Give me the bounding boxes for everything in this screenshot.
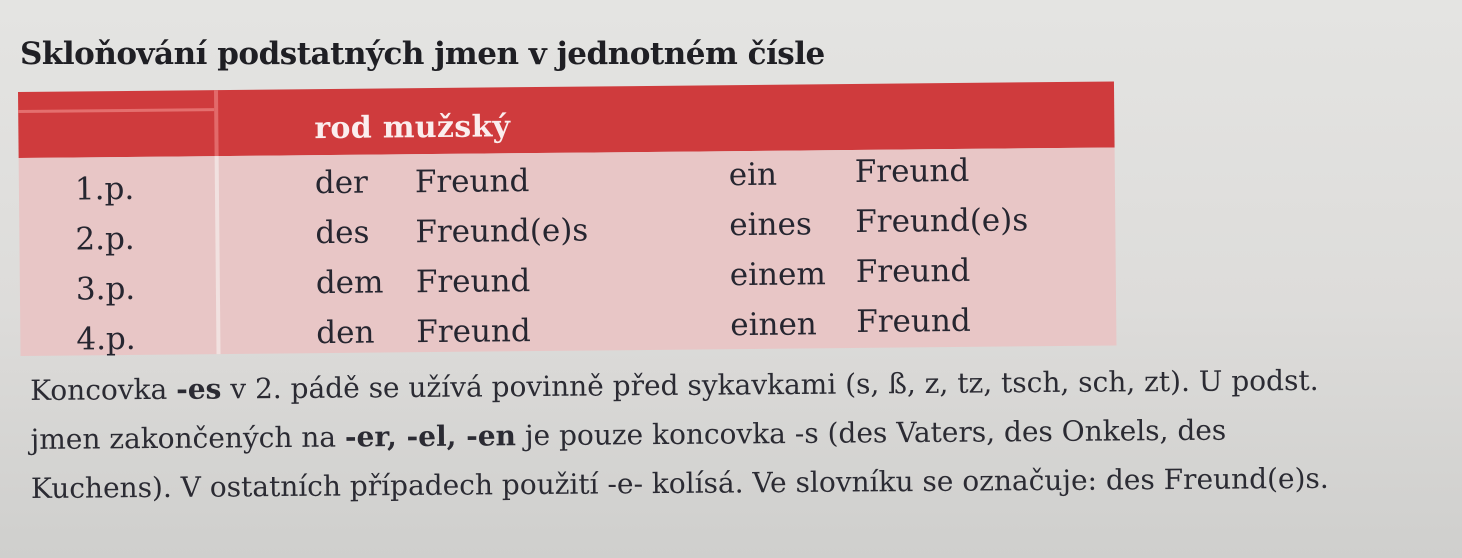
definite-article: den xyxy=(316,314,375,352)
explanation-paragraph xyxy=(30,355,1451,513)
table-row xyxy=(20,247,1116,306)
table-row xyxy=(19,197,1115,256)
ending-highlight: -es xyxy=(176,372,222,406)
definite-noun: Freund(e)s xyxy=(415,212,589,251)
definite-noun: Freund xyxy=(415,263,531,301)
text-run: je pouze koncovka -s (des Vaters, des Onkels, des xyxy=(515,413,1227,453)
definite-article: des xyxy=(315,214,370,252)
indefinite-article: ein xyxy=(728,156,778,194)
ending-highlight: -er, -el, -en xyxy=(344,419,517,454)
text-run: jmen zakončených na xyxy=(30,420,346,456)
definite-noun: Freund xyxy=(416,313,531,351)
indefinite-noun: Freund(e)s xyxy=(855,202,1029,240)
paragraph-line: Kuchens). V ostatních případech použití -e- kolísá. Ve slovníku se označuje: des Freund(e)s. xyxy=(30,461,1329,505)
case-label: 2.p. xyxy=(75,220,135,258)
case-label: 3.p. xyxy=(75,270,136,308)
column-divider xyxy=(214,90,219,156)
table-row xyxy=(20,297,1116,356)
header-rule xyxy=(18,108,214,113)
text-run: v 2. pádě se užívá povinně před sykavkami (s, ß, z, tz, tsch, sch, zt). U podst. xyxy=(221,363,1319,406)
indefinite-noun: Freund xyxy=(854,152,970,190)
definite-article: dem xyxy=(315,264,384,302)
indefinite-noun: Freund xyxy=(855,252,971,290)
definite-noun: Freund xyxy=(414,163,530,201)
table-row xyxy=(19,147,1115,206)
table-header xyxy=(18,81,1115,158)
indefinite-article: eines xyxy=(729,206,812,244)
case-label: 4.p. xyxy=(76,320,136,358)
definite-article: der xyxy=(314,164,369,202)
indefinite-noun: Freund xyxy=(856,302,971,340)
declension-table xyxy=(18,81,1116,356)
case-label: 1.p. xyxy=(74,170,135,208)
page-title: Skloňování podstatných jmen v jednotném čísle xyxy=(20,36,825,72)
text-run: Koncovka xyxy=(30,372,177,407)
indefinite-article: einen xyxy=(730,306,817,344)
table-body xyxy=(19,147,1117,356)
gender-label: rod mužský xyxy=(314,109,511,147)
indefinite-article: einem xyxy=(729,256,826,294)
